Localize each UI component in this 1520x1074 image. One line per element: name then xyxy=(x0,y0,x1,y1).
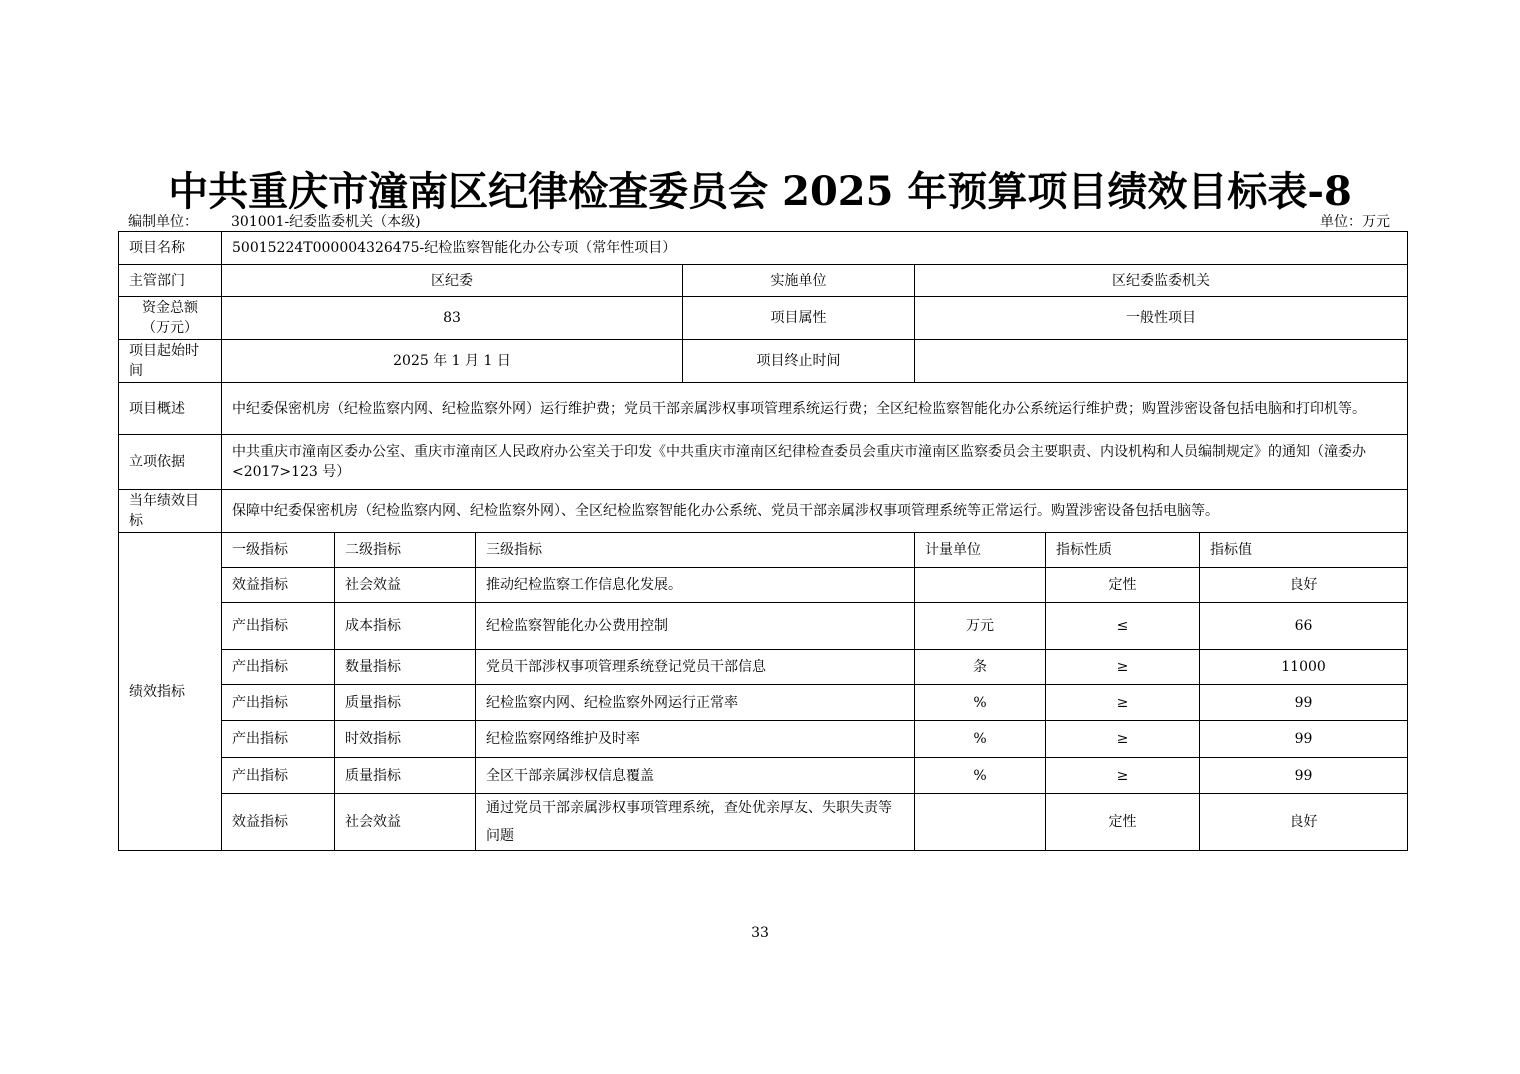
row-level1: 产出指标 xyxy=(222,721,335,758)
start-value: 2025 年 1 月 1 日 xyxy=(222,340,683,383)
impl-value: 区纪委监委机关 xyxy=(915,265,1408,297)
header-meta xyxy=(128,211,1390,231)
attr-value: 一般性项目 xyxy=(915,297,1408,340)
row-level3: 纪检监察网络维护及时率 xyxy=(476,721,915,758)
row-fund xyxy=(119,297,1408,340)
row-value: 99 xyxy=(1200,721,1408,758)
row-nature: 定性 xyxy=(1046,794,1200,851)
row-unit: % xyxy=(915,758,1046,794)
row-value: 良好 xyxy=(1200,568,1408,603)
row-level2: 质量指标 xyxy=(335,758,476,794)
row-level2: 数量指标 xyxy=(335,650,476,685)
project-name-value: 50015224T000004326475-纪检监察智能化办公专项（常年性项目） xyxy=(222,232,1408,265)
row-unit: % xyxy=(915,721,1046,758)
table-row xyxy=(119,758,1408,794)
page-title: 中共重庆市潼南区纪律检查委员会 2025 年预算项目绩效目标表-8 xyxy=(168,168,1352,215)
row-value: 99 xyxy=(1200,758,1408,794)
row-level2: 时效指标 xyxy=(335,721,476,758)
table-row xyxy=(119,794,1408,851)
row-level3: 党员干部涉权事项管理系统登记党员干部信息 xyxy=(476,650,915,685)
row-nature: ≥ xyxy=(1046,758,1200,794)
currency-unit: 单位：万元 xyxy=(1320,214,1390,230)
row-overview xyxy=(119,383,1408,435)
basis-value: 中共重庆市潼南区委办公室、重庆市潼南区人民政府办公室关于印发《中共重庆市潼南区纪律检查委员会重庆市潼南区监察委员会主要职责、内设机构和人员编制规定》的通知（潼委办<2017>123 号） xyxy=(222,435,1408,490)
dept-label: 主管部门 xyxy=(119,265,222,297)
row-department xyxy=(119,265,1408,297)
overview-value: 中纪委保密机房（纪检监察内网、纪检监察外网）运行维护费；党员干部亲属涉权事项管理系统运行费；全区纪检监察智能化办公系统运行维护费；购置涉密设备包括电脑和打印机等。 xyxy=(222,383,1408,435)
dept-value: 区纪委 xyxy=(222,265,683,297)
goal-label: 当年绩效目标 xyxy=(119,490,222,533)
row-unit xyxy=(915,568,1046,603)
row-unit: 条 xyxy=(915,650,1046,685)
row-value: 99 xyxy=(1200,685,1408,721)
fund-value: 83 xyxy=(222,297,683,340)
header-level3: 三级指标 xyxy=(476,533,915,568)
row-value: 11000 xyxy=(1200,650,1408,685)
row-level3: 全区干部亲属涉权信息覆盖 xyxy=(476,758,915,794)
fund-label: 资金总额（万元） xyxy=(119,297,222,340)
table-row xyxy=(119,568,1408,603)
row-level2: 社会效益 xyxy=(335,794,476,851)
project-name-label: 项目名称 xyxy=(119,232,222,265)
row-unit xyxy=(915,794,1046,851)
row-value: 良好 xyxy=(1200,794,1408,851)
row-nature: ≥ xyxy=(1046,721,1200,758)
row-level2: 成本指标 xyxy=(335,603,476,650)
row-level2: 社会效益 xyxy=(335,568,476,603)
table-row xyxy=(119,650,1408,685)
row-time xyxy=(119,340,1408,383)
performance-table xyxy=(118,231,1408,851)
end-label: 项目终止时间 xyxy=(683,340,915,383)
overview-label: 项目概述 xyxy=(119,383,222,435)
impl-label: 实施单位 xyxy=(683,265,915,297)
row-value: 66 xyxy=(1200,603,1408,650)
table-row xyxy=(119,685,1408,721)
row-nature: ≤ xyxy=(1046,603,1200,650)
row-level2: 质量指标 xyxy=(335,685,476,721)
unit-name: 301001-纪委监委机关（本级) xyxy=(231,214,421,230)
indicator-section-label: 绩效指标 xyxy=(119,533,222,851)
row-nature: 定性 xyxy=(1046,568,1200,603)
row-nature: ≥ xyxy=(1046,650,1200,685)
row-level1: 产出指标 xyxy=(222,603,335,650)
header-level1: 一级指标 xyxy=(222,533,335,568)
basis-label: 立项依据 xyxy=(119,435,222,490)
attr-label: 项目属性 xyxy=(683,297,915,340)
row-level3: 推动纪检监察工作信息化发展。 xyxy=(476,568,915,603)
indicator-header-row xyxy=(119,533,1408,568)
row-goal xyxy=(119,490,1408,533)
header-unit: 计量单位 xyxy=(915,533,1046,568)
row-basis xyxy=(119,435,1408,490)
row-level3: 纪检监察智能化办公费用控制 xyxy=(476,603,915,650)
row-level3: 纪检监察内网、纪检监察外网运行正常率 xyxy=(476,685,915,721)
page-number: 33 xyxy=(751,925,769,941)
row-unit: 万元 xyxy=(915,603,1046,650)
row-unit: % xyxy=(915,685,1046,721)
row-level1: 效益指标 xyxy=(222,794,335,851)
table-row xyxy=(119,603,1408,650)
row-level1: 效益指标 xyxy=(222,568,335,603)
goal-value: 保障中纪委保密机房（纪检监察内网、纪检监察外网）、全区纪检监察智能化办公系统、党员干部亲属涉权事项管理系统等正常运行。购置涉密设备包括电脑等。 xyxy=(222,490,1408,533)
row-level1: 产出指标 xyxy=(222,650,335,685)
row-level1: 产出指标 xyxy=(222,685,335,721)
unit-label: 编制单位： xyxy=(128,214,198,230)
row-project-name xyxy=(119,232,1408,265)
header-value: 指标值 xyxy=(1200,533,1408,568)
start-label: 项目起始时间 xyxy=(119,340,222,383)
row-level1: 产出指标 xyxy=(222,758,335,794)
row-nature: ≥ xyxy=(1046,685,1200,721)
row-level3: 通过党员干部亲属涉权事项管理系统，查处优亲厚友、失职失责等问题 xyxy=(476,794,915,851)
header-level2: 二级指标 xyxy=(335,533,476,568)
end-value xyxy=(915,340,1408,383)
table-row xyxy=(119,721,1408,758)
header-nature: 指标性质 xyxy=(1046,533,1200,568)
